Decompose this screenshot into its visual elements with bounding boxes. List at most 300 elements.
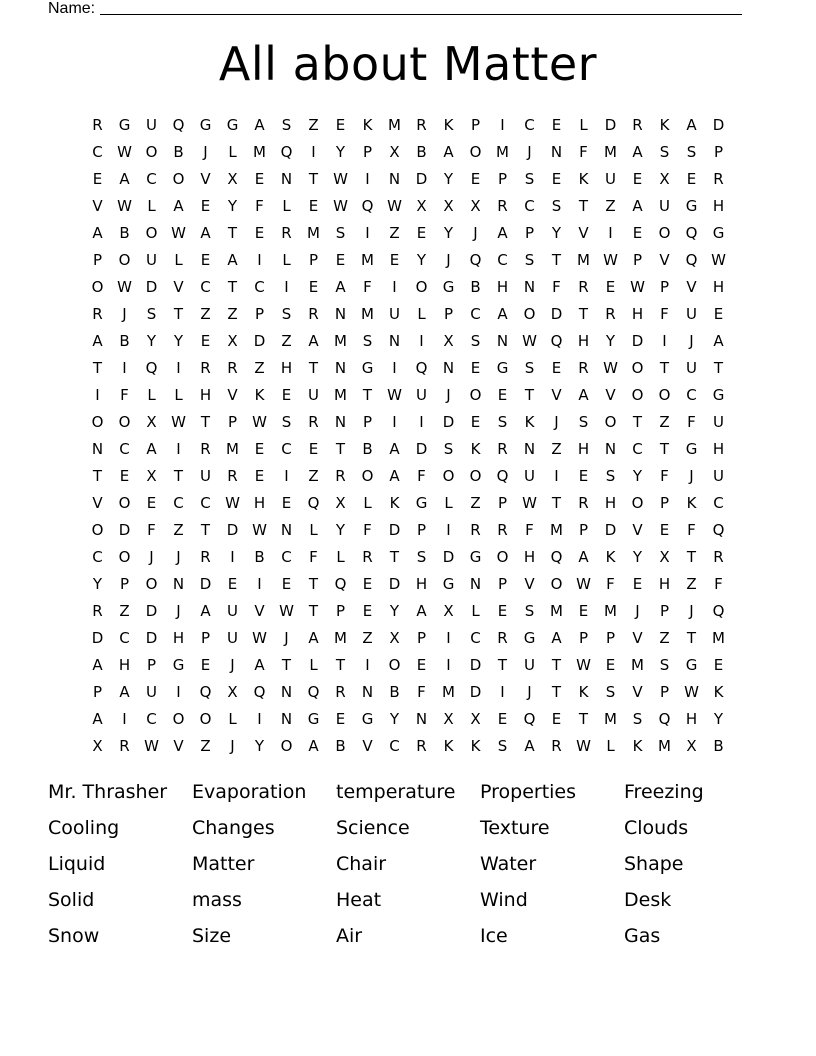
grid-letter[interactable]: O [469, 143, 482, 161]
grid-letter[interactable]: W [333, 170, 348, 188]
grid-letter[interactable]: V [173, 737, 184, 755]
grid-letter[interactable]: C [389, 737, 400, 755]
grid-letter[interactable]: G [415, 494, 428, 512]
grid-letter[interactable]: H [415, 575, 428, 593]
grid-letter[interactable]: T [389, 548, 400, 566]
grid-letter[interactable]: Y [173, 332, 184, 350]
grid-letter[interactable]: M [550, 602, 563, 620]
grid-letter[interactable]: E [281, 386, 292, 404]
grid-letter[interactable]: O [118, 251, 131, 269]
grid-letter[interactable]: U [686, 359, 697, 377]
name-blank-line[interactable] [100, 0, 742, 15]
grid-letter[interactable]: F [660, 305, 669, 323]
grid-letter[interactable]: R [497, 629, 508, 647]
grid-letter[interactable]: I [446, 629, 451, 647]
grid-letter[interactable]: O [91, 278, 104, 296]
grid-letter[interactable]: D [388, 521, 401, 539]
grid-letter[interactable]: A [497, 305, 508, 323]
grid-letter[interactable]: G [442, 278, 455, 296]
grid-letter[interactable]: O [523, 305, 536, 323]
grid-letter[interactable]: Z [119, 602, 130, 620]
grid-letter[interactable]: B [119, 332, 130, 350]
grid-letter[interactable]: N [280, 683, 293, 701]
grid-letter[interactable]: Y [605, 332, 616, 350]
grid-letter[interactable]: G [307, 710, 320, 728]
grid-letter[interactable]: O [415, 278, 428, 296]
grid-letter[interactable]: T [659, 440, 670, 458]
grid-letter[interactable]: H [658, 575, 671, 593]
grid-letter[interactable]: P [524, 224, 535, 242]
grid-letter[interactable]: W [576, 737, 591, 755]
grid-letter[interactable]: J [554, 413, 559, 431]
grid-letter[interactable]: M [361, 305, 374, 323]
grid-letter[interactable]: R [551, 737, 562, 755]
grid-letter[interactable]: T [92, 467, 103, 485]
grid-letter[interactable]: N [280, 170, 293, 188]
grid-letter[interactable]: W [576, 575, 591, 593]
grid-letter[interactable]: P [227, 413, 238, 431]
grid-letter[interactable]: A [308, 737, 319, 755]
grid-letter[interactable]: Z [254, 359, 265, 377]
grid-letter[interactable]: U [713, 467, 724, 485]
grid-letter[interactable]: F [714, 575, 723, 593]
grid-letter[interactable]: C [92, 143, 103, 161]
grid-letter[interactable]: R [416, 116, 427, 134]
grid-letter[interactable]: Y [227, 197, 238, 215]
grid-letter[interactable]: Z [281, 332, 292, 350]
grid-letter[interactable]: B [173, 143, 184, 161]
grid-letter[interactable]: D [145, 629, 158, 647]
grid-letter[interactable]: G [361, 710, 374, 728]
grid-letter[interactable]: C [146, 170, 157, 188]
grid-letter[interactable]: C [281, 440, 292, 458]
grid-letter[interactable]: T [227, 278, 238, 296]
grid-letter[interactable]: A [389, 467, 400, 485]
grid-letter[interactable]: S [416, 548, 427, 566]
grid-letter[interactable]: P [659, 683, 670, 701]
grid-letter[interactable]: E [551, 710, 562, 728]
grid-letter[interactable]: O [118, 494, 131, 512]
grid-letter[interactable]: U [146, 251, 157, 269]
grid-letter[interactable]: E [497, 710, 508, 728]
grid-letter[interactable]: J [446, 251, 451, 269]
grid-letter[interactable]: R [416, 737, 427, 755]
grid-letter[interactable]: C [146, 710, 157, 728]
grid-letter[interactable]: L [606, 737, 615, 755]
grid-letter[interactable]: G [496, 359, 509, 377]
grid-letter[interactable]: R [92, 602, 103, 620]
grid-letter[interactable]: W [387, 386, 402, 404]
grid-letter[interactable]: I [176, 440, 181, 458]
grid-letter[interactable]: K [443, 737, 454, 755]
grid-letter[interactable]: K [605, 548, 616, 566]
grid-letter[interactable]: T [551, 683, 562, 701]
grid-letter[interactable]: Y [389, 710, 400, 728]
grid-letter[interactable]: N [415, 710, 428, 728]
grid-letter[interactable]: A [335, 278, 346, 296]
grid-letter[interactable]: E [578, 467, 589, 485]
grid-letter[interactable]: S [524, 251, 535, 269]
grid-letter[interactable]: X [389, 629, 400, 647]
grid-letter[interactable]: U [146, 683, 157, 701]
grid-letter[interactable]: F [417, 683, 426, 701]
grid-letter[interactable]: T [551, 251, 562, 269]
grid-letter[interactable]: E [551, 116, 562, 134]
grid-letter[interactable]: C [254, 278, 265, 296]
grid-letter[interactable]: D [631, 332, 644, 350]
grid-letter[interactable]: O [118, 413, 131, 431]
grid-letter[interactable]: I [554, 467, 559, 485]
grid-letter[interactable]: Q [172, 116, 185, 134]
grid-letter[interactable]: R [497, 440, 508, 458]
grid-letter[interactable]: W [252, 521, 267, 539]
grid-letter[interactable]: T [173, 305, 184, 323]
grid-letter[interactable]: C [173, 494, 184, 512]
grid-letter[interactable]: O [91, 413, 104, 431]
grid-letter[interactable]: E [470, 170, 481, 188]
grid-letter[interactable]: C [119, 629, 130, 647]
grid-letter[interactable]: X [335, 494, 346, 512]
grid-letter[interactable]: H [712, 197, 725, 215]
grid-letter[interactable]: A [416, 602, 427, 620]
grid-letter[interactable]: P [713, 143, 724, 161]
grid-letter[interactable]: A [92, 224, 103, 242]
grid-letter[interactable]: P [254, 305, 265, 323]
grid-letter[interactable]: P [119, 575, 130, 593]
grid-letter[interactable]: K [686, 494, 697, 512]
grid-letter[interactable]: O [550, 575, 563, 593]
grid-letter[interactable]: V [92, 197, 103, 215]
grid-letter[interactable]: R [92, 116, 103, 134]
grid-letter[interactable]: C [497, 251, 508, 269]
grid-letter[interactable]: S [686, 143, 697, 161]
grid-letter[interactable]: V [254, 602, 265, 620]
grid-letter[interactable]: S [362, 332, 373, 350]
grid-letter[interactable]: T [713, 359, 724, 377]
grid-letter[interactable]: F [687, 413, 696, 431]
grid-letter[interactable]: Q [550, 548, 563, 566]
grid-letter[interactable]: A [200, 602, 211, 620]
grid-letter[interactable]: W [711, 251, 726, 269]
grid-letter[interactable]: P [632, 251, 643, 269]
grid-letter[interactable]: J [689, 467, 694, 485]
grid-letter[interactable]: L [282, 197, 291, 215]
grid-letter[interactable]: M [631, 656, 644, 674]
grid-letter[interactable]: J [176, 602, 181, 620]
grid-letter[interactable]: A [119, 683, 130, 701]
grid-letter[interactable]: F [660, 467, 669, 485]
grid-letter[interactable]: J [149, 548, 154, 566]
grid-letter[interactable]: R [578, 359, 589, 377]
grid-letter[interactable]: J [527, 143, 532, 161]
grid-letter[interactable]: C [119, 440, 130, 458]
grid-letter[interactable]: G [712, 224, 725, 242]
grid-letter[interactable]: G [172, 656, 185, 674]
grid-letter[interactable]: P [362, 413, 373, 431]
grid-letter[interactable]: E [389, 251, 400, 269]
grid-letter[interactable]: W [171, 413, 186, 431]
grid-letter[interactable]: T [551, 656, 562, 674]
grid-letter[interactable]: R [308, 305, 319, 323]
grid-letter[interactable]: S [659, 656, 670, 674]
grid-letter[interactable]: Z [686, 575, 697, 593]
grid-letter[interactable]: N [550, 143, 563, 161]
grid-letter[interactable]: C [92, 548, 103, 566]
grid-letter[interactable]: E [200, 251, 211, 269]
grid-letter[interactable]: V [578, 224, 589, 242]
grid-letter[interactable]: G [442, 575, 455, 593]
grid-letter[interactable]: F [147, 521, 156, 539]
grid-letter[interactable]: S [605, 467, 616, 485]
grid-letter[interactable]: Z [200, 305, 211, 323]
grid-letter[interactable]: S [659, 143, 670, 161]
grid-letter[interactable]: H [523, 548, 536, 566]
grid-letter[interactable]: Y [92, 575, 103, 593]
grid-letter[interactable]: M [550, 521, 563, 539]
grid-letter[interactable]: W [117, 197, 132, 215]
grid-letter[interactable]: X [443, 197, 454, 215]
grid-letter[interactable]: D [415, 440, 428, 458]
grid-letter[interactable]: X [470, 197, 481, 215]
grid-letter[interactable]: Q [334, 575, 347, 593]
grid-letter[interactable]: L [174, 386, 183, 404]
grid-letter[interactable]: W [603, 359, 618, 377]
grid-letter[interactable]: L [147, 386, 156, 404]
grid-letter[interactable]: T [281, 656, 292, 674]
grid-letter[interactable]: M [712, 629, 725, 647]
grid-letter[interactable]: D [145, 602, 158, 620]
grid-letter[interactable]: A [92, 710, 103, 728]
grid-letter[interactable]: J [689, 332, 694, 350]
grid-letter[interactable]: T [308, 170, 319, 188]
grid-letter[interactable]: R [335, 683, 346, 701]
grid-letter[interactable]: D [550, 305, 563, 323]
grid-letter[interactable]: T [308, 575, 319, 593]
grid-letter[interactable]: B [362, 440, 373, 458]
grid-letter[interactable]: Y [335, 143, 346, 161]
grid-letter[interactable]: F [552, 278, 561, 296]
grid-letter[interactable]: O [145, 143, 158, 161]
grid-letter[interactable]: F [417, 467, 426, 485]
grid-letter[interactable]: D [604, 521, 617, 539]
grid-letter[interactable]: D [469, 683, 482, 701]
grid-letter[interactable]: Z [173, 521, 184, 539]
grid-letter[interactable]: E [254, 467, 265, 485]
grid-letter[interactable]: Q [469, 251, 482, 269]
grid-letter[interactable]: H [118, 656, 131, 674]
grid-letter[interactable]: Z [362, 629, 373, 647]
grid-letter[interactable]: S [524, 602, 535, 620]
grid-letter[interactable]: F [363, 521, 372, 539]
grid-letter[interactable]: Z [308, 116, 319, 134]
grid-letter[interactable]: H [712, 278, 725, 296]
grid-letter[interactable]: A [254, 116, 265, 134]
grid-letter[interactable]: W [144, 737, 159, 755]
grid-letter[interactable]: P [497, 494, 508, 512]
grid-letter[interactable]: W [171, 224, 186, 242]
grid-letter[interactable]: S [335, 224, 346, 242]
grid-letter[interactable]: A [200, 224, 211, 242]
grid-letter[interactable]: O [388, 656, 401, 674]
grid-letter[interactable]: X [227, 683, 238, 701]
grid-letter[interactable]: E [92, 170, 103, 188]
grid-letter[interactable]: V [227, 386, 238, 404]
grid-letter[interactable]: L [174, 251, 183, 269]
grid-letter[interactable]: I [284, 467, 289, 485]
grid-letter[interactable]: T [632, 413, 643, 431]
grid-letter[interactable]: C [470, 629, 481, 647]
grid-letter[interactable]: W [117, 143, 132, 161]
grid-letter[interactable]: E [470, 359, 481, 377]
grid-letter[interactable]: R [632, 116, 643, 134]
grid-letter[interactable]: P [92, 683, 103, 701]
grid-letter[interactable]: T [362, 386, 373, 404]
grid-letter[interactable]: A [227, 251, 238, 269]
grid-letter[interactable]: Q [145, 359, 158, 377]
grid-letter[interactable]: Y [551, 224, 562, 242]
grid-letter[interactable]: V [605, 386, 616, 404]
grid-letter[interactable]: O [280, 737, 293, 755]
grid-letter[interactable]: W [522, 494, 537, 512]
grid-letter[interactable]: I [230, 548, 235, 566]
grid-letter[interactable]: L [147, 197, 156, 215]
grid-letter[interactable]: X [92, 737, 103, 755]
grid-letter[interactable]: T [524, 386, 535, 404]
grid-letter[interactable]: N [523, 278, 536, 296]
grid-letter[interactable]: J [230, 737, 235, 755]
grid-letter[interactable]: N [280, 710, 293, 728]
grid-letter[interactable]: O [442, 467, 455, 485]
grid-letter[interactable]: R [605, 305, 616, 323]
grid-letter[interactable]: N [334, 359, 347, 377]
grid-letter[interactable]: E [686, 170, 697, 188]
grid-letter[interactable]: X [659, 170, 670, 188]
grid-letter[interactable]: L [309, 656, 318, 674]
grid-letter[interactable]: H [496, 278, 509, 296]
grid-letter[interactable]: E [497, 602, 508, 620]
grid-letter[interactable]: I [446, 656, 451, 674]
grid-letter[interactable]: M [226, 440, 239, 458]
grid-letter[interactable]: S [551, 197, 562, 215]
grid-letter[interactable]: W [630, 278, 645, 296]
grid-letter[interactable]: U [227, 602, 238, 620]
grid-letter[interactable]: R [470, 521, 481, 539]
grid-letter[interactable]: E [254, 170, 265, 188]
grid-letter[interactable]: E [416, 656, 427, 674]
grid-letter[interactable]: U [308, 386, 319, 404]
grid-letter[interactable]: E [200, 656, 211, 674]
grid-letter[interactable]: A [497, 224, 508, 242]
grid-letter[interactable]: R [200, 548, 211, 566]
grid-letter[interactable]: L [282, 251, 291, 269]
grid-letter[interactable]: F [606, 575, 615, 593]
grid-letter[interactable]: E [281, 575, 292, 593]
grid-letter[interactable]: E [308, 278, 319, 296]
grid-letter[interactable]: U [659, 197, 670, 215]
grid-letter[interactable]: R [92, 305, 103, 323]
grid-letter[interactable]: E [713, 305, 724, 323]
grid-letter[interactable]: F [363, 278, 372, 296]
grid-letter[interactable]: T [686, 629, 697, 647]
grid-letter[interactable]: P [497, 170, 508, 188]
grid-letter[interactable]: Y [713, 710, 724, 728]
grid-letter[interactable]: L [363, 494, 372, 512]
grid-letter[interactable]: J [689, 602, 694, 620]
grid-letter[interactable]: W [684, 683, 699, 701]
grid-letter[interactable]: E [362, 602, 373, 620]
grid-letter[interactable]: N [280, 521, 293, 539]
grid-letter[interactable]: T [173, 467, 184, 485]
grid-letter[interactable]: E [335, 251, 346, 269]
grid-letter[interactable]: T [497, 656, 508, 674]
grid-letter[interactable]: A [254, 656, 265, 674]
grid-letter[interactable]: R [578, 278, 589, 296]
grid-letter[interactable]: G [469, 548, 482, 566]
grid-letter[interactable]: D [199, 575, 212, 593]
grid-letter[interactable]: M [361, 251, 374, 269]
grid-letter[interactable]: I [419, 413, 424, 431]
grid-letter[interactable]: G [226, 116, 239, 134]
grid-letter[interactable]: L [444, 494, 453, 512]
grid-letter[interactable]: K [578, 683, 589, 701]
grid-letter[interactable]: X [146, 467, 157, 485]
grid-letter[interactable]: O [172, 170, 185, 188]
grid-letter[interactable]: C [200, 278, 211, 296]
grid-letter[interactable]: R [227, 467, 238, 485]
grid-letter[interactable]: C [713, 494, 724, 512]
grid-letter[interactable]: J [230, 656, 235, 674]
grid-letter[interactable]: J [635, 602, 640, 620]
grid-letter[interactable]: P [416, 521, 427, 539]
grid-letter[interactable]: U [200, 467, 211, 485]
grid-letter[interactable]: F [525, 521, 534, 539]
grid-letter[interactable]: L [309, 521, 318, 539]
grid-letter[interactable]: A [578, 386, 589, 404]
grid-letter[interactable]: K [713, 683, 724, 701]
grid-letter[interactable]: Q [307, 494, 320, 512]
grid-letter[interactable]: D [145, 278, 158, 296]
grid-letter[interactable]: W [603, 251, 618, 269]
grid-letter[interactable]: S [524, 170, 535, 188]
grid-letter[interactable]: F [309, 548, 318, 566]
grid-letter[interactable]: V [200, 170, 211, 188]
grid-letter[interactable]: R [227, 359, 238, 377]
grid-letter[interactable]: J [284, 629, 289, 647]
grid-letter[interactable]: Z [200, 737, 211, 755]
grid-letter[interactable]: W [117, 278, 132, 296]
grid-letter[interactable]: Z [470, 494, 481, 512]
grid-letter[interactable]: E [254, 440, 265, 458]
grid-letter[interactable]: B [416, 143, 427, 161]
grid-letter[interactable]: E [119, 467, 130, 485]
grid-letter[interactable]: H [577, 332, 590, 350]
grid-letter[interactable]: H [577, 440, 590, 458]
grid-letter[interactable]: C [524, 116, 535, 134]
grid-letter[interactable]: N [91, 440, 104, 458]
grid-letter[interactable]: U [686, 305, 697, 323]
grid-letter[interactable]: S [146, 305, 157, 323]
grid-letter[interactable]: T [308, 602, 319, 620]
grid-letter[interactable]: R [713, 170, 724, 188]
grid-letter[interactable]: H [199, 386, 212, 404]
grid-letter[interactable]: T [200, 413, 211, 431]
grid-letter[interactable]: R [200, 359, 211, 377]
grid-letter[interactable]: P [362, 143, 373, 161]
grid-letter[interactable]: N [442, 359, 455, 377]
grid-letter[interactable]: E [497, 386, 508, 404]
grid-letter[interactable]: T [686, 548, 697, 566]
grid-letter[interactable]: O [631, 494, 644, 512]
